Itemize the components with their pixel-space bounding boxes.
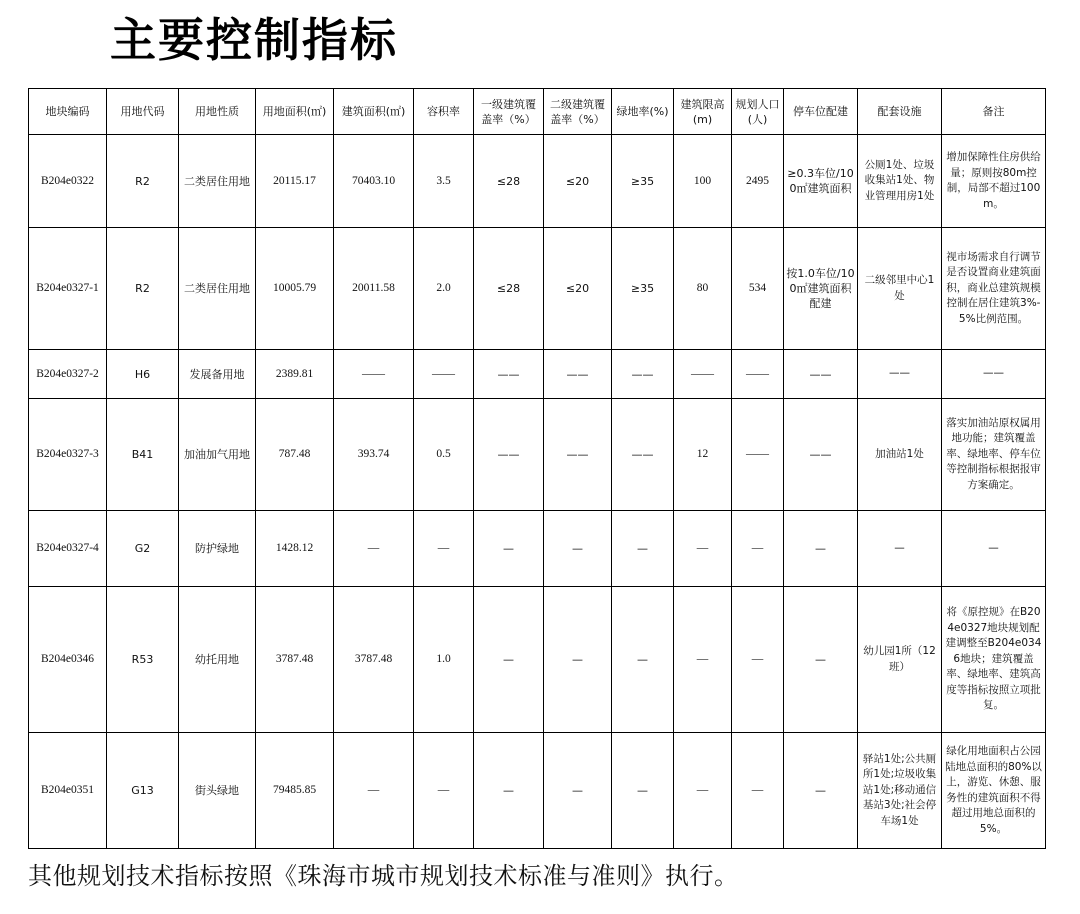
header-primary-coverage: 一级建筑覆盖率（%） [474, 89, 544, 135]
cell-height-limit: 80 [674, 228, 732, 350]
cell-land-use-type: 街头绿地 [179, 733, 256, 849]
cell-green-ratio: ≥35 [612, 228, 674, 350]
cell-green-ratio: — [612, 511, 674, 587]
cell-remarks: —— [942, 350, 1046, 399]
cell-building-area: 393.74 [334, 399, 414, 511]
header-green-ratio: 绿地率(%) [612, 89, 674, 135]
cell-planned-population: —— [732, 350, 784, 399]
cell-planned-population: — [732, 733, 784, 849]
cell-facilities: 幼儿园1所（12班） [858, 587, 942, 733]
cell-planned-population: — [732, 511, 784, 587]
cell-parking: — [784, 733, 858, 849]
cell-facilities: 驿站1处;公共厕所1处;垃圾收集站1处;移动通信基站3处;社会停车场1处 [858, 733, 942, 849]
cell-building-area: 70403.10 [334, 135, 414, 228]
cell-secondary-coverage: —— [544, 350, 612, 399]
cell-parcel-code: B204e0351 [29, 733, 107, 849]
cell-height-limit: — [674, 733, 732, 849]
table-row [29, 511, 1046, 587]
header-height-limit: 建筑限高(m) [674, 89, 732, 135]
cell-land-use-code: G2 [107, 511, 179, 587]
cell-land-area: 3787.48 [256, 587, 334, 733]
header-facilities: 配套设施 [858, 89, 942, 135]
cell-primary-coverage: —— [474, 350, 544, 399]
cell-building-area: — [334, 511, 414, 587]
header-parcel-code: 地块编码 [29, 89, 107, 135]
cell-land-area: 787.48 [256, 399, 334, 511]
cell-secondary-coverage: —— [544, 399, 612, 511]
table-row [29, 135, 1046, 228]
cell-parking: ≥0.3车位/100㎡建筑面积 [784, 135, 858, 228]
cell-secondary-coverage: — [544, 587, 612, 733]
cell-remarks: 落实加油站原权属用地功能；建筑覆盖率、绿地率、停车位等控制指标根据报审方案确定。 [942, 399, 1046, 511]
cell-land-use-code: R2 [107, 135, 179, 228]
cell-floor-area-ratio: 3.5 [414, 135, 474, 228]
cell-secondary-coverage: — [544, 511, 612, 587]
cell-green-ratio: — [612, 587, 674, 733]
cell-parcel-code: B204e0327-4 [29, 511, 107, 587]
cell-remarks: 增加保障性住房供给量；原则按80m控制，局部不超过100m。 [942, 135, 1046, 228]
cell-parking: 按1.0车位/100㎡建筑面积配建 [784, 228, 858, 350]
cell-height-limit: 12 [674, 399, 732, 511]
cell-remarks: 将《原控规》在B204e0327地块规划配建调整至B204e0346地块；建筑覆盖率、绿地率、建筑高度等指标按照立项批复。 [942, 587, 1046, 733]
cell-land-area: 79485.85 [256, 733, 334, 849]
cell-height-limit: — [674, 511, 732, 587]
header-remarks: 备注 [942, 89, 1046, 135]
cell-land-area: 20115.17 [256, 135, 334, 228]
cell-primary-coverage: —— [474, 399, 544, 511]
cell-land-area: 10005.79 [256, 228, 334, 350]
header-land-use-type: 用地性质 [179, 89, 256, 135]
table-row [29, 350, 1046, 399]
cell-land-area: 1428.12 [256, 511, 334, 587]
cell-floor-area-ratio: —— [414, 350, 474, 399]
cell-planned-population: 2495 [732, 135, 784, 228]
cell-height-limit: 100 [674, 135, 732, 228]
cell-land-use-code: H6 [107, 350, 179, 399]
cell-floor-area-ratio: 0.5 [414, 399, 474, 511]
cell-land-use-type: 二类居住用地 [179, 228, 256, 350]
cell-remarks: — [942, 511, 1046, 587]
cell-planned-population: —— [732, 399, 784, 511]
cell-height-limit: —— [674, 350, 732, 399]
cell-land-use-type: 发展备用地 [179, 350, 256, 399]
cell-parking: —— [784, 399, 858, 511]
cell-parcel-code: B204e0346 [29, 587, 107, 733]
cell-land-use-code: G13 [107, 733, 179, 849]
cell-primary-coverage: — [474, 587, 544, 733]
cell-primary-coverage: — [474, 511, 544, 587]
cell-green-ratio: ≥35 [612, 135, 674, 228]
cell-land-use-type: 加油加气用地 [179, 399, 256, 511]
cell-height-limit: — [674, 587, 732, 733]
header-planned-population: 规划人口(人) [732, 89, 784, 135]
header-building-area: 建筑面积(㎡) [334, 89, 414, 135]
table-row [29, 399, 1046, 511]
cell-land-use-type: 二类居住用地 [179, 135, 256, 228]
cell-land-area: 2389.81 [256, 350, 334, 399]
cell-parcel-code: B204e0327-1 [29, 228, 107, 350]
cell-green-ratio: — [612, 733, 674, 849]
cell-building-area: —— [334, 350, 414, 399]
table-row [29, 733, 1046, 849]
cell-secondary-coverage: — [544, 733, 612, 849]
cell-floor-area-ratio: 1.0 [414, 587, 474, 733]
cell-parking: — [784, 511, 858, 587]
cell-secondary-coverage: ≤20 [544, 135, 612, 228]
cell-primary-coverage: ≤28 [474, 228, 544, 350]
header-land-area: 用地面积(㎡) [256, 89, 334, 135]
control-indicators-table [28, 88, 1046, 849]
header-floor-area-ratio: 容积率 [414, 89, 474, 135]
cell-building-area: 20011.58 [334, 228, 414, 350]
cell-land-use-code: B41 [107, 399, 179, 511]
footer-note: 其他规划技术指标按照《珠海市城市规划技术标准与准则》执行。 [28, 862, 739, 890]
cell-parcel-code: B204e0322 [29, 135, 107, 228]
table-row [29, 228, 1046, 350]
cell-building-area: — [334, 733, 414, 849]
cell-building-area: 3787.48 [334, 587, 414, 733]
cell-planned-population: — [732, 587, 784, 733]
cell-land-use-type: 幼托用地 [179, 587, 256, 733]
header-secondary-coverage: 二级建筑覆盖率（%） [544, 89, 612, 135]
cell-facilities: 二级邻里中心1处 [858, 228, 942, 350]
table-header-row [29, 89, 1046, 135]
cell-facilities: 加油站1处 [858, 399, 942, 511]
cell-primary-coverage: — [474, 733, 544, 849]
header-parking: 停车位配建 [784, 89, 858, 135]
cell-facilities: — [858, 511, 942, 587]
cell-green-ratio: —— [612, 350, 674, 399]
cell-secondary-coverage: ≤20 [544, 228, 612, 350]
cell-parcel-code: B204e0327-3 [29, 399, 107, 511]
cell-facilities: 公厕1处、垃圾收集站1处、物业管理用房1处 [858, 135, 942, 228]
cell-parcel-code: B204e0327-2 [29, 350, 107, 399]
cell-floor-area-ratio: 2.0 [414, 228, 474, 350]
cell-floor-area-ratio: — [414, 511, 474, 587]
cell-parking: —— [784, 350, 858, 399]
cell-primary-coverage: ≤28 [474, 135, 544, 228]
cell-land-use-code: R53 [107, 587, 179, 733]
cell-facilities: —— [858, 350, 942, 399]
cell-remarks: 绿化用地面积占公园陆地总面积的80%以上，游览、休憩、服务性的建筑面积不得超过用地总面积的5%。 [942, 733, 1046, 849]
table-row [29, 587, 1046, 733]
cell-green-ratio: —— [612, 399, 674, 511]
cell-parking: — [784, 587, 858, 733]
cell-remarks: 视市场需求自行调节是否设置商业建筑面积，商业总建筑规模控制在居住建筑3%-5%比例范围。 [942, 228, 1046, 350]
header-land-use-code: 用地代码 [107, 89, 179, 135]
control-indicators-table-wrapper [28, 88, 1046, 849]
cell-planned-population: 534 [732, 228, 784, 350]
cell-land-use-code: R2 [107, 228, 179, 350]
cell-land-use-type: 防护绿地 [179, 511, 256, 587]
page-title: 主要控制指标 [110, 13, 398, 67]
cell-floor-area-ratio: — [414, 733, 474, 849]
